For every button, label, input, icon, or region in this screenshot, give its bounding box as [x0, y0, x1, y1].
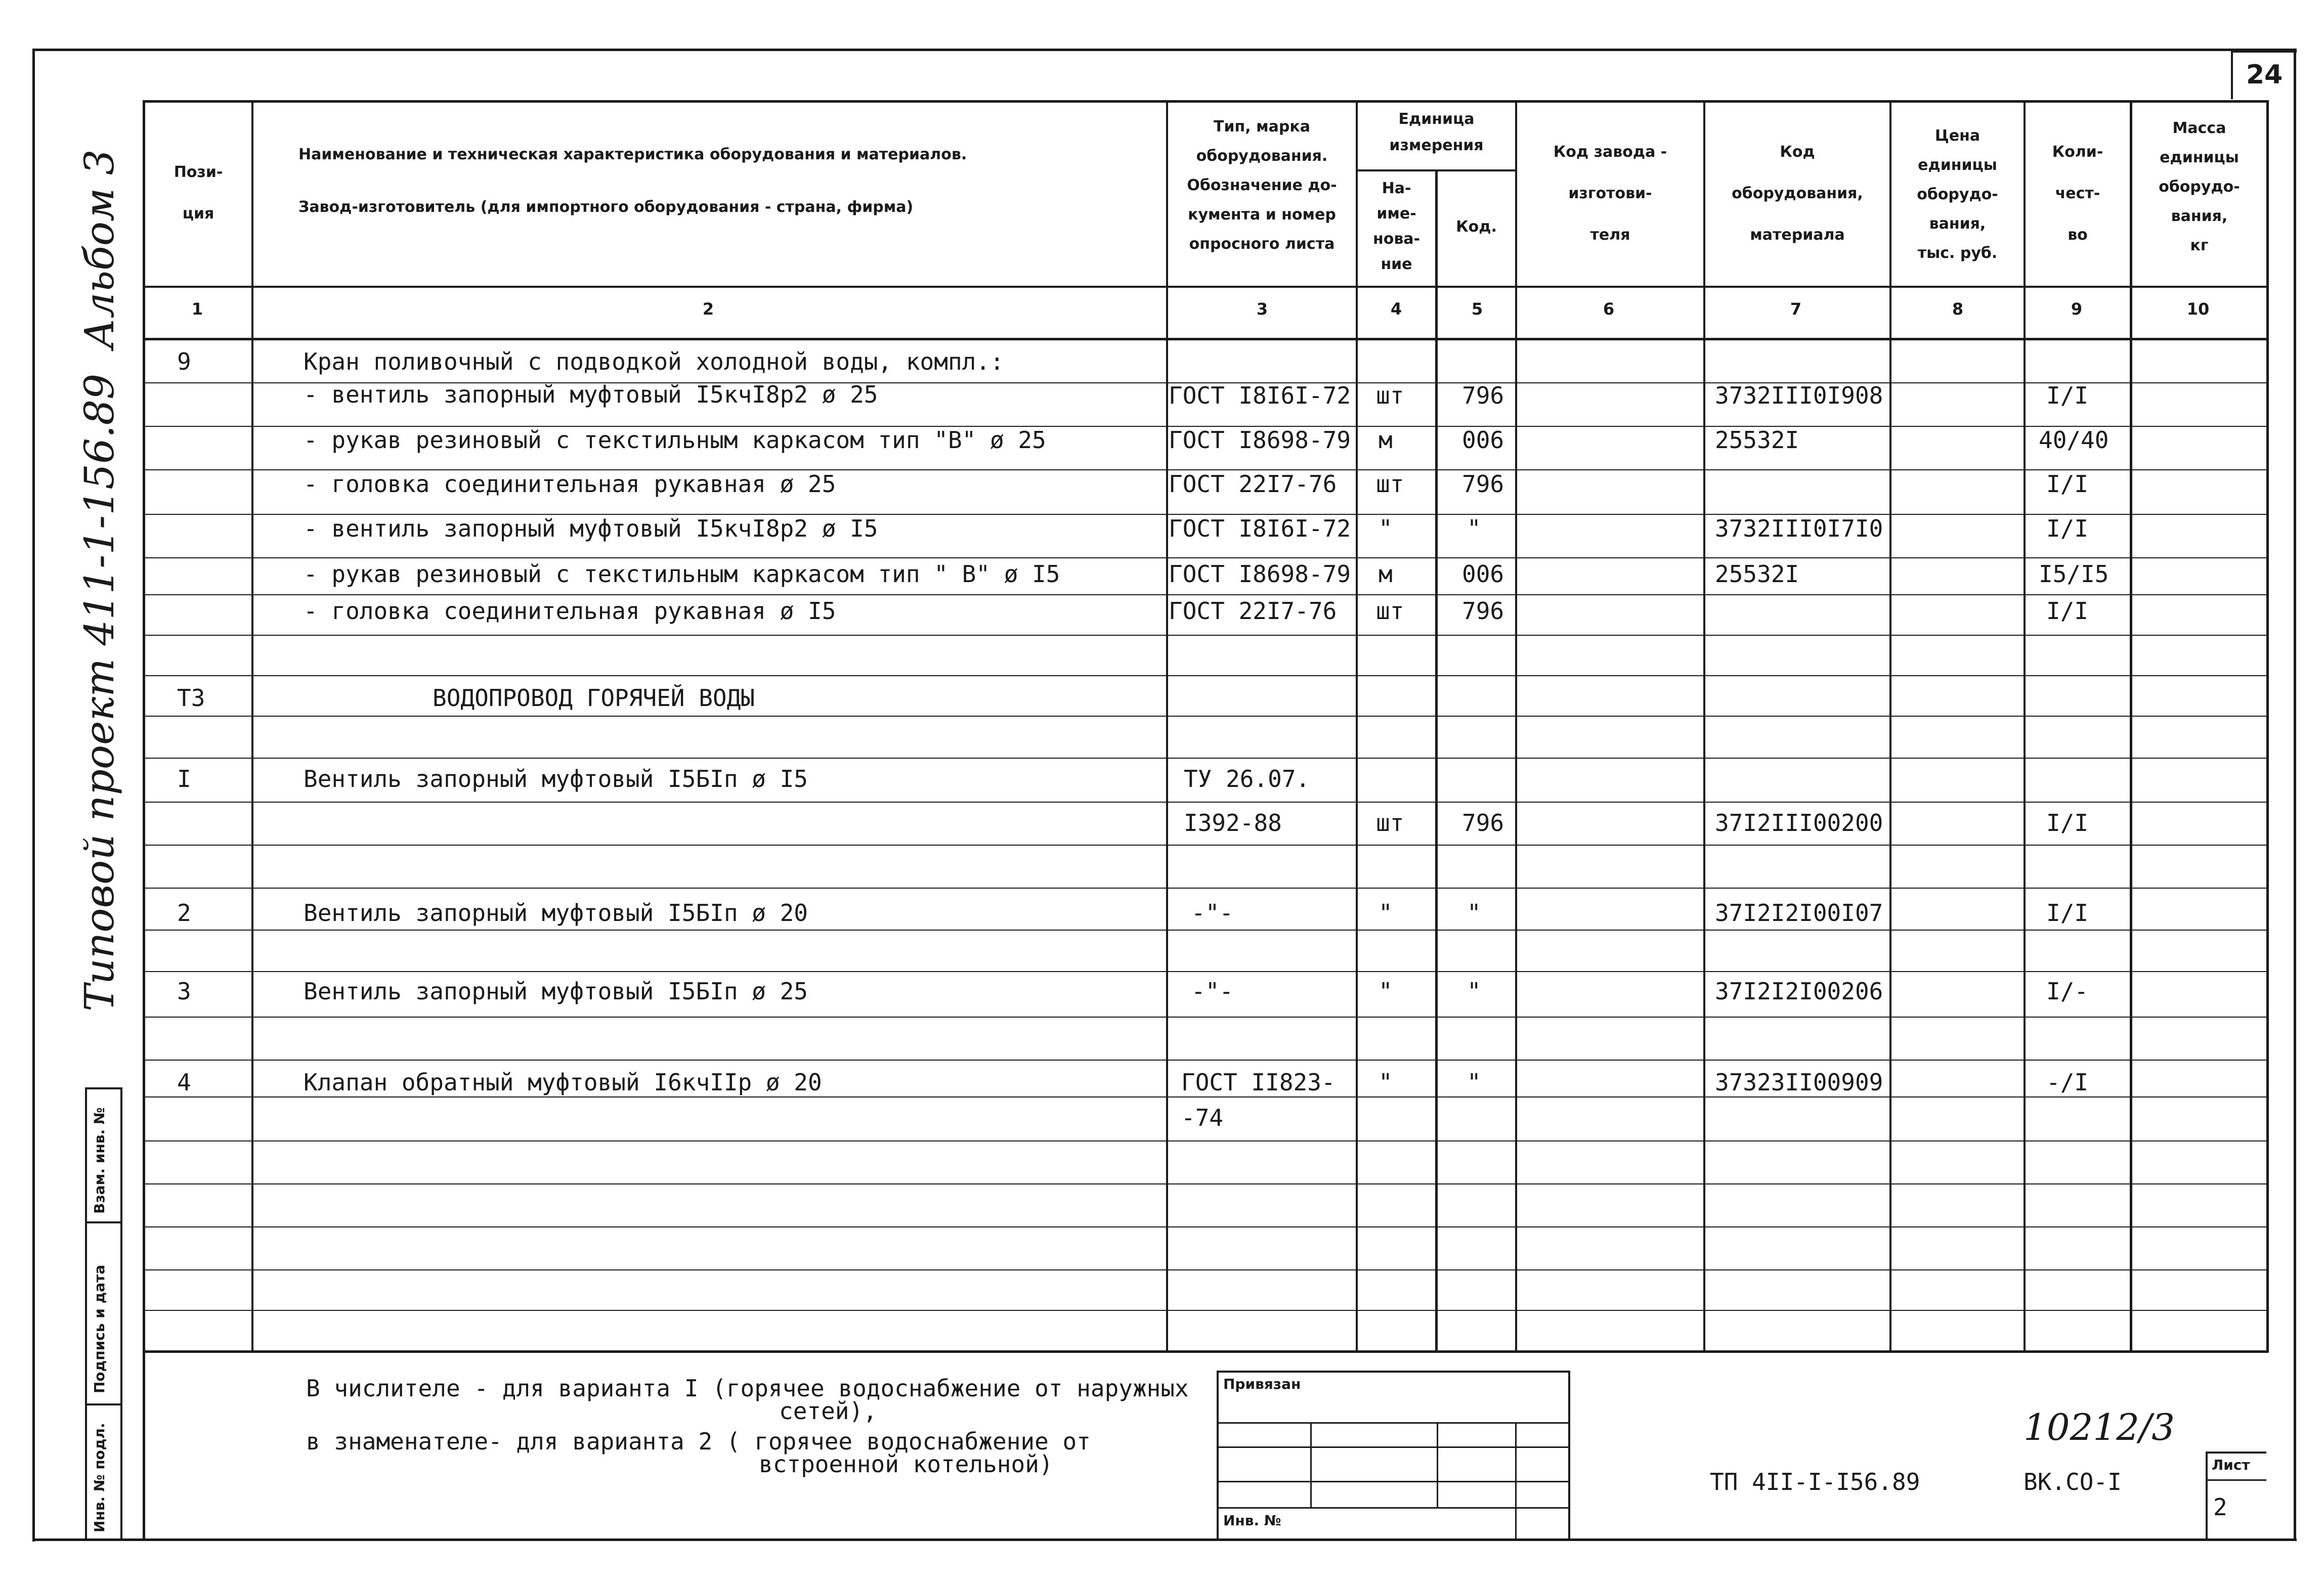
row-equipment-code: 37I2I2I00I07: [1715, 899, 1883, 927]
row-doc: ГОСТ II823-: [1181, 1069, 1336, 1096]
document-code: ТП 4II-I-I56.89: [1710, 1468, 1920, 1496]
row-equipment-code: 25532I: [1715, 426, 1799, 454]
row-unit: м: [1379, 560, 1393, 588]
row-position: 2: [177, 899, 191, 927]
row-line: [143, 758, 2268, 759]
row-quantity: I/I: [2046, 899, 2089, 927]
row-quantity: -/I: [2046, 1069, 2089, 1096]
row-line: [143, 802, 2268, 803]
header-unit-code: Код.: [1456, 218, 1497, 236]
row-doc: ГОСТ I8698-79: [1169, 426, 1351, 454]
row-position: 3: [177, 978, 191, 1005]
row-name: Вентиль запорный муфтовый I5БIп ø I5: [304, 765, 808, 793]
list-label: Лист: [2212, 1457, 2250, 1473]
row-doc: -"-: [1191, 978, 1234, 1005]
col-number: 7: [1790, 299, 1802, 319]
row-unit-code: ": [1467, 1069, 1481, 1096]
row-line: [143, 930, 2268, 931]
row-name: - рукав резиновый с текстильным каркасом тип " В" ø I5: [304, 560, 1060, 588]
page-number-border: [2231, 51, 2233, 99]
row-line: [143, 635, 2268, 636]
row-quantity: I/-: [2046, 978, 2089, 1005]
col-div-9: [2130, 100, 2132, 1352]
row-name: Вентиль запорный муфтовый I5БIп ø 20: [304, 899, 808, 927]
row-line: [143, 1226, 2268, 1227]
col-div-5: [1515, 100, 1517, 1352]
row-line: [143, 1183, 2268, 1184]
sheet-code: ВК.СО-I: [2024, 1468, 2122, 1496]
col-div-1: [251, 100, 253, 1352]
note-line-2: сетей),: [779, 1397, 877, 1425]
stamp-div-3: [85, 1403, 122, 1405]
col-div-8: [2024, 100, 2026, 1352]
row-unit: ": [1379, 515, 1393, 542]
row-unit-code: 796: [1462, 470, 1504, 498]
row-doc: ГОСТ I8698-79: [1169, 560, 1351, 588]
header-price: Цена единицы оборудо- вания, тыс. руб.: [1917, 127, 1998, 262]
frame-top: [32, 49, 2297, 51]
unit-sub-line: [1356, 169, 1517, 171]
row-unit: шт: [1376, 809, 1404, 837]
header-unit-name: На- име- нова- ние: [1372, 180, 1421, 273]
row-line: [143, 971, 2268, 972]
col-div-4: [1435, 169, 1438, 1352]
privyazan-label: Привязан: [1223, 1376, 1301, 1392]
row-line: [143, 1269, 2268, 1270]
note-line-4: встроенной котельной): [759, 1450, 1053, 1478]
row-name: Вентиль запорный муфтовый I5БIп ø 25: [304, 978, 808, 1005]
row-line: [143, 594, 2268, 595]
header-position: Пози- ция: [174, 163, 223, 223]
stamp-col-left: [85, 1087, 87, 1541]
col-number: 2: [702, 299, 714, 319]
row-name: - головка соединительная рукавная ø I5: [304, 597, 836, 625]
stamp-podpis: Подпись и дата: [91, 1264, 108, 1393]
row-unit: ": [1379, 1069, 1393, 1096]
header-factory-code: Код завода - изготови- теля: [1553, 143, 1667, 244]
row-doc: ГОСТ 22I7-76: [1169, 470, 1337, 498]
table-top: [143, 100, 2268, 103]
header-type: Тип, марка оборудования. Обозначение до- кумента и номер опросного листа: [1187, 118, 1337, 253]
section-position: Т3: [177, 684, 205, 712]
row-doc: -"-: [1191, 899, 1234, 927]
row-equipment-code: 37323II00909: [1715, 1069, 1883, 1096]
table-right: [2266, 100, 2269, 1352]
col-number: 1: [191, 299, 203, 319]
row-unit: ": [1379, 899, 1393, 927]
stamp-inv: Инв. № подл.: [91, 1423, 108, 1532]
row-line: [143, 1017, 2268, 1018]
project-label: Типовой проект 411-1-156.89: [76, 373, 123, 1012]
signature: 10212/3: [2024, 1406, 2175, 1448]
row-unit: м: [1379, 426, 1393, 454]
row-quantity: I5/I5: [2039, 560, 2109, 588]
row-quantity: 40/40: [2039, 426, 2109, 454]
row-doc: ГОСТ 22I7-76: [1169, 597, 1337, 625]
row-equipment-code: 3732III0I7I0: [1715, 515, 1883, 542]
row-position: I: [177, 765, 191, 793]
row-unit-code: ": [1467, 515, 1481, 542]
row-line: [143, 557, 2268, 558]
stamp-vzam: Взам. инв. №: [91, 1107, 108, 1214]
col-number: 5: [1471, 299, 1483, 319]
col-number: 4: [1390, 299, 1402, 319]
album-label: Альбом 3: [76, 149, 123, 349]
header-name: Наименование и техническая характеристика оборудования и материалов. Завод-изготовитель (для импортного оборудования - страна, фирма): [298, 146, 967, 216]
row-quantity: I/I: [2046, 382, 2089, 409]
row-equipment-code: 25532I: [1715, 560, 1799, 588]
note-line-3: в знаменателе- для варианта 2 ( горячее водоснабжение от: [306, 1428, 1091, 1455]
row-name: Клапан обратный муфтовый I6кчIIр ø 20: [304, 1069, 822, 1096]
tb-top: [1217, 1371, 1568, 1373]
row-line: [143, 1060, 2268, 1061]
row-doc: I392-88: [1184, 809, 1282, 837]
col-div-7: [1889, 100, 1891, 1352]
stamp-div-1: [85, 1087, 122, 1089]
row-quantity: I/I: [2046, 470, 2089, 498]
list-box-left: [2206, 1452, 2208, 1541]
tb-col-3: [1515, 1422, 1517, 1541]
tb-left: [1217, 1371, 1219, 1541]
stamp-col-mid: [120, 1087, 122, 1541]
row-doc: ГОСТ I8I6I-72: [1169, 382, 1351, 409]
row-quantity: I/I: [2046, 515, 2089, 542]
stamp-div-2: [85, 1221, 122, 1223]
row-doc: ТУ 26.07.: [1184, 765, 1310, 793]
inv-no-label: Инв. №: [1223, 1512, 1281, 1529]
row-quantity: I/I: [2046, 809, 2089, 837]
row-unit-code: 796: [1462, 382, 1504, 409]
row-unit-code: 006: [1462, 426, 1504, 454]
frame-left: [32, 49, 35, 1542]
table-left: [143, 100, 145, 1541]
section-title: ВОДОПРОВОД ГОРЯЧЕЙ ВОДЫ: [433, 684, 755, 712]
col-number: 3: [1256, 299, 1268, 319]
row-unit: шт: [1376, 382, 1404, 409]
row-quantity: I/I: [2046, 597, 2089, 625]
numbers-bottom: [143, 338, 2268, 340]
row-position: 9: [177, 348, 191, 375]
header-unit: Единица измерения: [1389, 110, 1484, 154]
col-number: 6: [1603, 299, 1615, 319]
header-mass: Масса единицы оборудо- вания, кг: [2159, 119, 2240, 254]
row-doc: -74: [1181, 1104, 1224, 1131]
row-line: [143, 845, 2268, 846]
row-unit-code: ": [1467, 978, 1481, 1005]
row-name: - вентиль запорный муфтовый I5кчI8р2 ø 25: [304, 381, 878, 408]
row-equipment-code: 3732III0I908: [1715, 382, 1883, 409]
row-name: - вентиль запорный муфтовый I5кчI8р2 ø I5: [304, 515, 878, 542]
row-unit: шт: [1376, 470, 1404, 498]
header-quantity: Коли- чест- во: [2052, 143, 2103, 244]
col-div-6: [1703, 100, 1705, 1352]
col-number: 9: [2071, 299, 2083, 319]
list-box-mid: [2206, 1479, 2266, 1481]
row-line: [143, 675, 2268, 676]
table-bottom: [143, 1350, 2268, 1353]
tb-col-1: [1310, 1422, 1312, 1507]
col-div-2: [1166, 100, 1168, 1352]
row-unit: ": [1379, 978, 1393, 1005]
row-line: [143, 1310, 2268, 1311]
page-number: 24: [2246, 60, 2283, 90]
header-bottom: [143, 286, 2268, 288]
row-unit-code: 006: [1462, 560, 1504, 588]
tb-right-part: [1568, 1371, 1570, 1541]
row-position: 4: [177, 1069, 191, 1096]
list-number: 2: [2213, 1493, 2227, 1521]
list-box-top: [2206, 1452, 2266, 1454]
row-unit-code: 796: [1462, 597, 1504, 625]
row-unit-code: 796: [1462, 809, 1504, 837]
row-name: Кран поливочный с подводкой холодной воды, компл.:: [304, 348, 1004, 375]
row-name: - рукав резиновый с текстильным каркасом тип "В" ø 25: [304, 426, 1046, 454]
col-number: 10: [2186, 299, 2210, 319]
note-line-1: В числителе - для варианта I (горячее водоснабжение от наружных: [306, 1375, 1189, 1402]
frame-right: [2294, 51, 2296, 1541]
row-unit-code: ": [1467, 899, 1481, 927]
row-equipment-code: 37I2III00200: [1715, 809, 1883, 837]
header-equipment-code: Код оборудования, материала: [1732, 143, 1863, 244]
row-unit: шт: [1376, 597, 1404, 625]
row-equipment-code: 37I2I2I00206: [1715, 978, 1883, 1005]
row-doc: ГОСТ I8I6I-72: [1169, 515, 1351, 542]
row-line: [143, 716, 2268, 717]
row-line: [143, 1140, 2268, 1141]
col-number: 8: [1952, 299, 1964, 319]
frame-bottom: [32, 1538, 2297, 1541]
col-div-3: [1356, 100, 1358, 1352]
tb-col-2: [1437, 1422, 1438, 1507]
row-line: [143, 888, 2268, 889]
row-name: - головка соединительная рукавная ø 25: [304, 470, 836, 498]
